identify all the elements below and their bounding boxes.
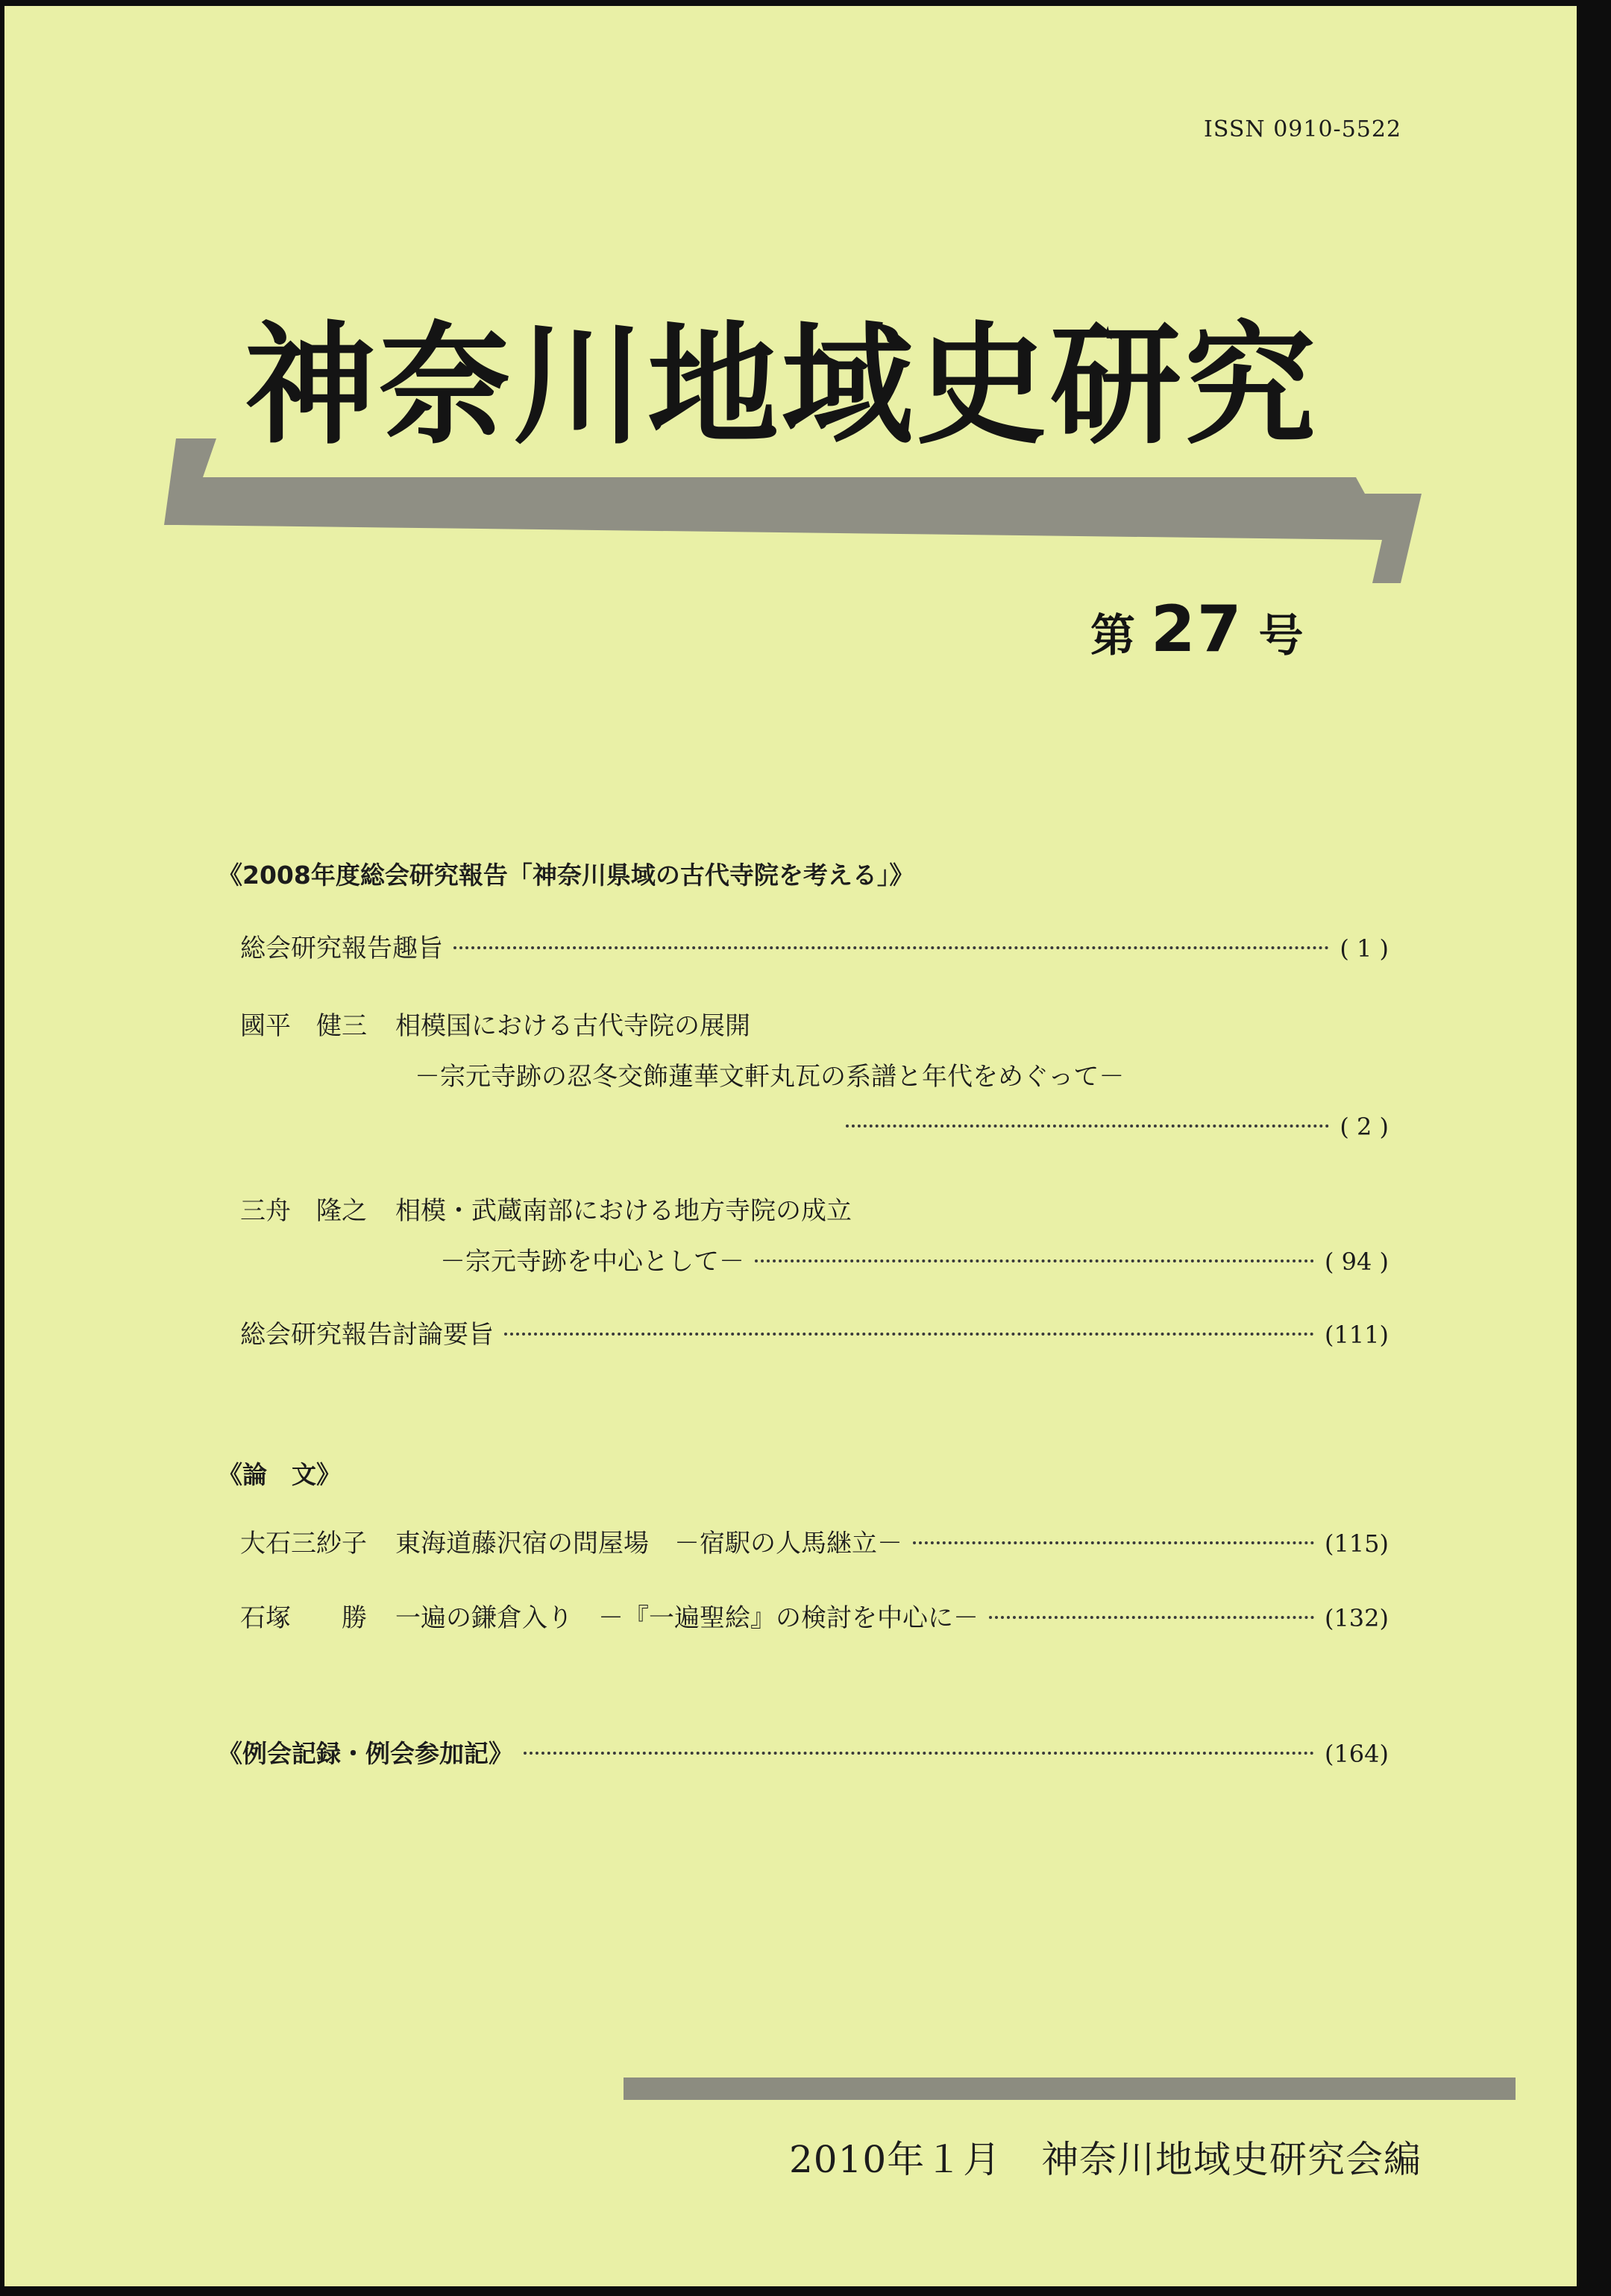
dot-leader (504, 1333, 1314, 1336)
toc-entry (240, 1597, 1389, 1634)
toc-entry-page: (164) (1324, 1740, 1389, 1768)
toc-entry-title: 総会研究報告趣旨 (240, 934, 443, 963)
toc-entry-page: (115) (1324, 1529, 1389, 1558)
toc-entry-page: ( 2 ) (1340, 1113, 1389, 1141)
toc-entry-author: 國平 健三 (240, 1011, 367, 1041)
title-band-shape (164, 438, 1422, 583)
toc-entry-author: 石塚 勝 (240, 1603, 367, 1633)
toc-entry-page: ( 1 ) (1340, 934, 1389, 963)
journal-title: 神奈川地域史研究 (245, 309, 1319, 462)
toc-entry-title: 総会研究報告討論要旨 (240, 1320, 494, 1350)
toc-entry (240, 1523, 1389, 1559)
toc-entry-page: (111) (1324, 1321, 1389, 1349)
toc-entry-author: 大石三紗子 (240, 1529, 367, 1559)
toc-entry (218, 1734, 1389, 1770)
issue-number (1090, 592, 1303, 667)
publication-date: 2010年１月 (789, 2138, 1002, 2181)
issn-number: ISSN 0910-5522 (1204, 116, 1402, 142)
toc-entry-title: 一遍の鎌倉入り －『一遍聖絵』の検討を中心に－ (395, 1603, 979, 1633)
title-underline-band (0, 0, 1611, 611)
toc-entry (240, 1314, 1389, 1350)
dot-leader (846, 1125, 1329, 1127)
imprint (789, 2130, 1422, 2183)
toc-entry-page: ( 94 ) (1324, 1248, 1389, 1276)
dot-leader (524, 1752, 1314, 1755)
section-heading-papers: 《論 文》 (218, 1460, 341, 1489)
issue-digits: 27 (1150, 592, 1243, 667)
toc-entry-heading (240, 1005, 750, 1042)
dot-leader (453, 946, 1329, 949)
toc-entry-subtitle: －宗元寺跡の忍冬交飾蓮華文軒丸瓦の系譜と年代をめぐって－ (415, 1062, 1125, 1092)
toc-entry (240, 928, 1389, 964)
toc-entry-title: 相模国における古代寺院の展開 (395, 1011, 750, 1041)
issue-suffix: 号 (1258, 610, 1304, 662)
publisher: 神奈川地域史研究会編 (1041, 2138, 1422, 2181)
dot-leader (755, 1259, 1314, 1262)
dot-leader (989, 1616, 1314, 1619)
toc-entry (440, 1241, 1389, 1277)
toc-entry-author: 三舟 隆之 (240, 1196, 367, 1226)
toc-entry-subtitle: －宗元寺跡を中心として－ (440, 1247, 744, 1277)
section-heading-meetings: 《例会記録・例会参加記》 (218, 1739, 513, 1768)
toc-entry-title: 相模・武蔵南部における地方寺院の成立 (395, 1196, 852, 1226)
toc-entry-heading (240, 1190, 852, 1227)
toc-entry-title: 東海道藤沢宿の問屋場 －宿駅の人馬継立－ (395, 1529, 902, 1559)
section-heading-general-meeting: 《2008年度総会研究報告「神奈川県域の古代寺院を考える」》 (218, 861, 914, 890)
toc-entry-page: (132) (1324, 1604, 1389, 1632)
footer-band (624, 2078, 1516, 2100)
toc-entry (835, 1113, 1389, 1141)
issue-prefix: 第 (1090, 610, 1135, 662)
dot-leader (913, 1541, 1314, 1544)
